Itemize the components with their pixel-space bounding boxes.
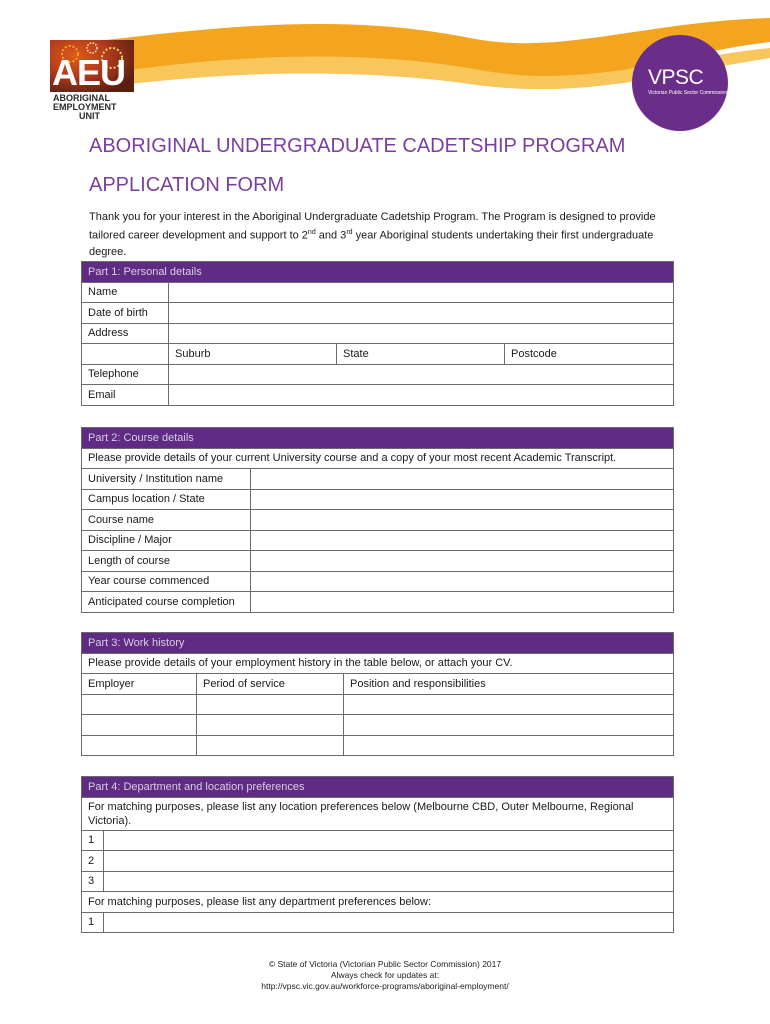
dob-field[interactable] — [169, 303, 674, 324]
suburb-field[interactable]: Suburb — [169, 344, 337, 365]
university-field[interactable] — [251, 469, 674, 490]
footer — [0, 959, 770, 992]
course-length-label: Length of course — [82, 551, 251, 572]
page-title: ABORIGINAL UNDERGRADUATE CADETSHIP PROGRAM — [89, 135, 626, 157]
university-label: University / Institution name — [82, 469, 251, 490]
position-header: Position and responsibilities — [344, 674, 674, 695]
part4-heading: Part 4: Department and location preferences — [82, 777, 674, 798]
table-row — [82, 715, 674, 736]
table-row — [82, 694, 674, 715]
location-number: 2 — [82, 851, 104, 872]
location-pref-3-field[interactable] — [104, 871, 674, 892]
vpsc-logo-tagline: Victorian Public Sector Commission — [648, 90, 728, 96]
table-row — [82, 735, 674, 756]
year-commenced-field[interactable] — [251, 571, 674, 592]
location-number: 1 — [82, 830, 104, 851]
campus-label: Campus location / State — [82, 489, 251, 510]
period-header: Period of service — [197, 674, 344, 695]
part4-table — [81, 776, 674, 933]
part3-heading: Part 3: Work history — [82, 633, 674, 654]
discipline-field[interactable] — [251, 530, 674, 551]
postcode-field[interactable]: Postcode — [505, 344, 674, 365]
completion-label: Anticipated course completion — [82, 592, 251, 613]
course-name-label: Course name — [82, 510, 251, 531]
page-subtitle: APPLICATION FORM — [89, 174, 285, 196]
period-cell[interactable] — [197, 735, 344, 756]
address-field[interactable] — [169, 323, 674, 344]
footer-update-note: Always check for updates at: — [330, 970, 440, 980]
telephone-field[interactable] — [169, 364, 674, 385]
department-note: For matching purposes, please list any department preferences below: — [82, 892, 674, 913]
location-number: 3 — [82, 871, 104, 892]
course-name-field[interactable] — [251, 510, 674, 531]
position-cell[interactable] — [344, 735, 674, 756]
department-pref-1-field[interactable] — [104, 912, 674, 933]
part3-table — [81, 632, 674, 756]
discipline-label: Discipline / Major — [82, 530, 251, 551]
part2-heading: Part 2: Course details — [82, 428, 674, 449]
period-cell[interactable] — [197, 715, 344, 736]
address-label: Address — [82, 323, 169, 344]
employer-cell[interactable] — [82, 715, 197, 736]
location-pref-1-field[interactable] — [104, 830, 674, 851]
address-extra-cell — [82, 344, 169, 365]
footer-copyright: © State of Victoria (Victorian Public Sector Commission) 2017 — [268, 959, 502, 969]
campus-field[interactable] — [251, 489, 674, 510]
intro-paragraph: Thank you for your interest in the Aboriginal Undergraduate Cadetship Program. The Program is designed to provide tailored career development and support to 2nd and 3rd year Aboriginal students undertaking their first undergraduate degree. — [89, 211, 656, 258]
location-note: For matching purposes, please list any location preferences below (Melbourne CBD, Outer Melbourne, Regional Victoria). — [82, 797, 674, 830]
location-pref-2-field[interactable] — [104, 851, 674, 872]
name-field[interactable] — [169, 282, 674, 303]
email-field[interactable] — [169, 385, 674, 406]
part1-heading: Part 1: Personal details — [82, 262, 674, 283]
completion-field[interactable] — [251, 592, 674, 613]
email-label: Email — [82, 385, 169, 406]
dob-label: Date of birth — [82, 303, 169, 324]
part2-note: Please provide details of your current University course and a copy of your most recent Academic Transcript. — [82, 448, 674, 469]
department-number: 1 — [82, 912, 104, 933]
telephone-label: Telephone — [82, 364, 169, 385]
name-label: Name — [82, 282, 169, 303]
state-field[interactable]: State — [337, 344, 505, 365]
part2-table — [81, 427, 674, 613]
course-length-field[interactable] — [251, 551, 674, 572]
year-commenced-label: Year course commenced — [82, 571, 251, 592]
employer-header: Employer — [82, 674, 197, 695]
part1-table — [81, 261, 674, 406]
part3-note: Please provide details of your employment history in the table below, or attach your CV. — [82, 653, 674, 674]
period-cell[interactable] — [197, 694, 344, 715]
vpsc-logo-name: VPSC — [648, 66, 704, 89]
employer-cell[interactable] — [82, 735, 197, 756]
position-cell[interactable] — [344, 694, 674, 715]
footer-link[interactable]: http://vpsc.vic.gov.au/workforce-programs/aboriginal-employment/ — [261, 981, 509, 991]
employer-cell[interactable] — [82, 694, 197, 715]
aeu-logo-text: AEU — [52, 52, 126, 93]
aeu-logo-subtitle: ABORIGINAL EMPLOYMENT UNIT — [53, 93, 117, 121]
position-cell[interactable] — [344, 715, 674, 736]
